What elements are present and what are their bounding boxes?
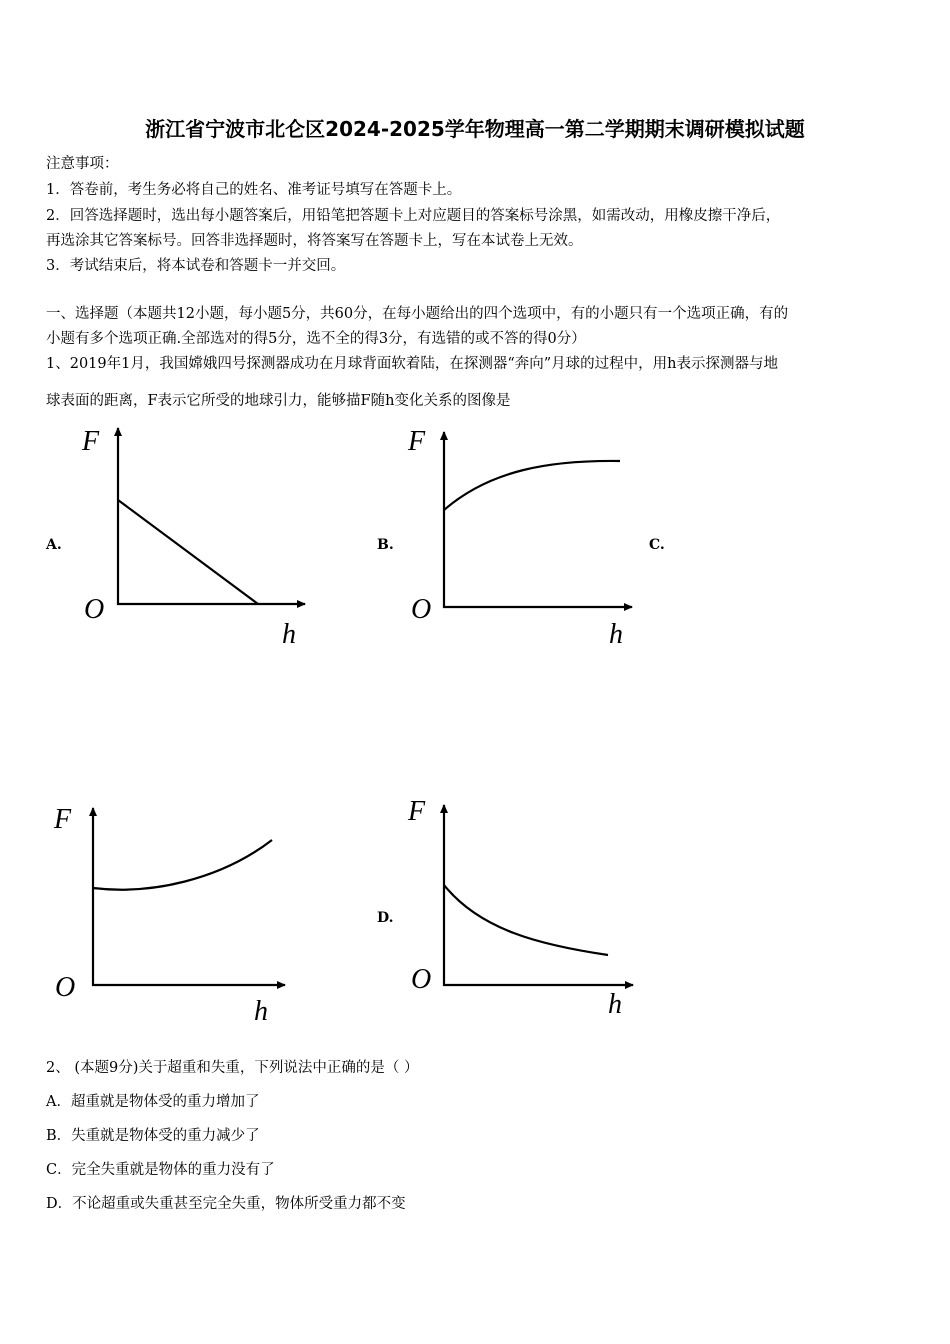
graph-a-curve bbox=[118, 500, 258, 604]
notice-item: 1．答卷前，考生务必将自己的姓名、准考证号填写在答题卡上。 bbox=[46, 182, 462, 198]
q2-option-c: C．完全失重就是物体的重力没有了 bbox=[46, 1162, 275, 1178]
graph-b bbox=[443, 432, 632, 608]
section-heading: 一、选择题（本题共12小题，每小题5分，共60分，在每小题给出的四个选项中，有的小题只有一个选项正确，有的 bbox=[46, 306, 789, 322]
notice-item: 再选涂其它答案标号。回答非选择题时，将答案写在答题卡上，写在本试卷上无效。 bbox=[46, 233, 583, 249]
question-1-stem: 1、2019年1月，我国嫦娥四号探测器成功在月球背面软着陆，在探测器“奔向”月球的过程中，用h表示探测器与地 bbox=[46, 356, 779, 372]
y-axis-label: F bbox=[408, 796, 426, 827]
x-axis-label: h bbox=[609, 619, 623, 650]
section-heading-cont: 小题有多个选项正确.全部选对的得5分，选不全的得3分，有选错的或不答的得0分） bbox=[46, 331, 586, 347]
option-b-label: B. bbox=[377, 537, 394, 553]
option-d-label: D. bbox=[377, 910, 394, 926]
origin-label: O bbox=[84, 594, 105, 625]
question-1-stem-cont: 球表面的距离，F表示它所受的地球引力，能够描F随h变化关系的图像是 bbox=[46, 393, 511, 409]
q2-option-b: B．失重就是物体受的重力减少了 bbox=[46, 1128, 260, 1144]
graph-b-curve bbox=[444, 461, 620, 510]
graph-c-curve bbox=[93, 840, 272, 890]
notice-heading: 注意事项： bbox=[46, 156, 119, 172]
notice-item: 2．回答选择题时，选出每小题答案后，用铅笔把答题卡上对应题目的答案标号涂黑，如需改动，用橡皮擦干净后， bbox=[46, 208, 781, 224]
graph-d-curve bbox=[444, 885, 608, 955]
question-2-stem: 2、 (本题9分)关于超重和失重，下列说法中正确的是（ ） bbox=[46, 1060, 419, 1076]
option-a-label: A. bbox=[46, 537, 62, 553]
q2-option-d: D．不论超重或失重甚至完全失重，物体所受重力都不变 bbox=[46, 1196, 406, 1212]
graph-c bbox=[92, 808, 285, 986]
origin-label: O bbox=[411, 964, 432, 995]
origin-label: O bbox=[411, 594, 432, 625]
x-axis-label: h bbox=[282, 619, 296, 650]
notice-item: 3．考试结束后，将本试卷和答题卡一并交回。 bbox=[46, 258, 346, 274]
x-axis-label: h bbox=[608, 989, 622, 1020]
q2-option-a: A．超重就是物体受的重力增加了 bbox=[46, 1094, 260, 1110]
graph-a bbox=[117, 428, 305, 605]
graph-d bbox=[443, 805, 633, 986]
origin-label: O bbox=[55, 972, 76, 1003]
x-axis-label: h bbox=[254, 996, 268, 1027]
y-axis-label: F bbox=[54, 804, 72, 835]
y-axis-label: F bbox=[408, 426, 426, 457]
y-axis-label: F bbox=[82, 426, 100, 457]
page-title: 浙江省宁波市北仑区2024-2025学年物理高一第二学期期末调研模拟试题 bbox=[145, 117, 805, 141]
option-c-label: C. bbox=[649, 537, 665, 553]
